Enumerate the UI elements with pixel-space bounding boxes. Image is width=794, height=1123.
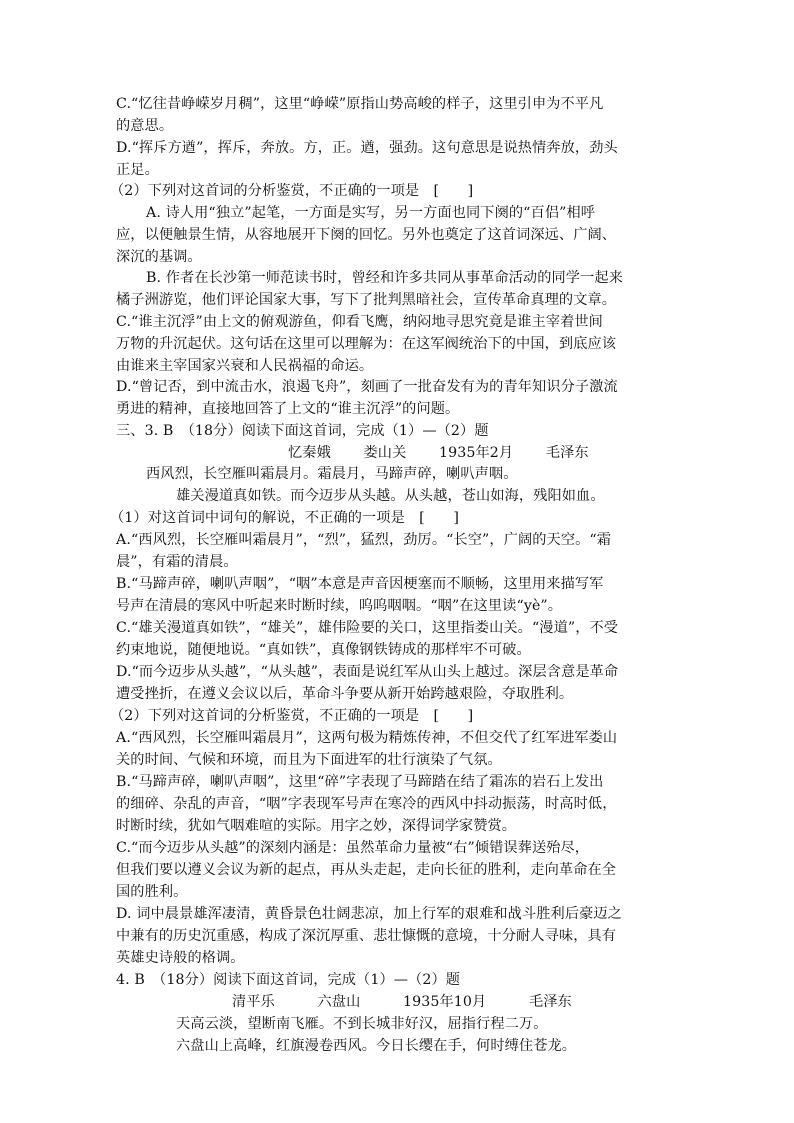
text-line: 时断时续，犹如气咽难喧的实际。用字之妙，深得词学家赞赏。 [116,818,517,834]
option-line: C.“而今迈步从头越”的深刻内涵是：虽然革命力量被“右”倾错误葬送殆尽， [116,840,590,856]
poem-name: 忆秦娥 [288,445,331,461]
option-line: D.“而今迈步从头越”，“从头越”，表面是说红军从山头上越过。深层含意是革命 [116,664,619,680]
text-line: 晨”，有霜的清晨。 [116,554,238,570]
poem-place: 六盘山 [317,994,361,1010]
poem-place: 娄山关 [363,445,407,461]
text-line: 的细碎、杂乱的声音，“咽”字表现军号声在寒冷的西风中抖动振荡，时高时低， [116,796,617,812]
text-line: 正足。 [116,162,159,178]
poem-title-row [288,443,617,463]
poem-author: 毛泽东 [528,994,572,1010]
text-line: 应，以便触景生情，从容地展开下阕的回忆。另外也奠定了这首词深远、广阔、 [116,227,617,243]
option-line: B.“马蹄声碎，喇叭声咽”，这里“碎”字表现了马蹄踏在结了霜冻的岩石上发出 [116,774,604,790]
text-line: 国的胜利。 [116,884,188,900]
text-line: 约束地说，随便地说。“真如铁”，真像钢铁铸成的那样牢不可破。 [116,642,531,658]
text-line: 中兼有的历史沉重感，构成了深沉厚重、悲壮慷慨的意境，十分耐人寻味，具有 [116,928,617,944]
option-line: A. 诗人用“独立”起笔，一方面是实写，另一方面也同下阕的“百侣”相呼 [146,205,596,221]
poem-line: 天高云淡，望断南飞雁。不到长城非好汉，屈指行程二万。 [176,1016,548,1032]
text-line: 号声在清晨的寒风中听起来时断时续，呜呜咽咽。“咽”在这里读“yè”。 [116,598,563,614]
option-line: A.“西风烈，长空雁叫霜晨月”，这两句极为精炼传神，不但交代了红军进军娄山 [116,730,618,746]
text-line: 关的时间、气候和环境，而且为下面进军的壮行演染了气氛。 [116,752,502,768]
section-heading: 4. B （18分）阅读下面这首词，完成（1）—（2）题 [116,972,461,988]
poem-date: 1935年10月 [403,994,487,1010]
poem-date: 1935年2月 [439,445,514,461]
option-line: C.“谁主沉浮”由上文的俯观游鱼，仰看飞鹰，纳闷地寻思究竟是谁主宰着世间 [116,314,603,330]
option-line: C.“雄关漫道真如铁”，“雄关”，雄伟险要的关口，这里指娄山关。“漫道”，不受 [116,620,619,636]
option-line: B.“马蹄声碎，喇叭声咽”，“咽”本意是声音因梗塞而不顺畅，这里用来描写军 [116,576,604,592]
question-line: （1）对这首词中词句的解说，不正确的一项是 [ ] [110,510,460,526]
text-line: D.“挥斥方遒”，挥斥，奔放。方，正。遒，强劲。这句意思是说热情奔放，劲头 [116,140,618,156]
option-line: D. 词中晨景雄浑凄清，黄昏景色壮阔悲凉，加上行军的艰难和战斗胜利后豪迈之 [116,906,622,922]
text-line: 勇进的精神，直接地回答了上文的“谁主沉浮”的问题。 [116,401,460,417]
question-line: （2）下列对这首词的分析鉴赏，不正确的一项是 [ ] [110,183,474,199]
text-line: 由谁来主宰国家兴衰和人民祸福的命运。 [116,358,374,374]
text-line: 但我们要以遵义会议为新的起点，再从头走起，走向长征的胜利，走向革命在全 [116,862,617,878]
option-line: B. 作者在长沙第一师范读书时，曾经和许多共同从事革命活动的同学一起来 [146,270,623,286]
poem-author: 毛泽东 [545,445,589,461]
poem-line: 雄关漫道真如铁。而今迈步从头越。从头越，苍山如海，残阳如血。 [176,488,605,504]
poem-title-row [232,992,610,1012]
text-line: C.“忆往昔峥嵘岁月稠”，这里“峥嵘”原指山势高峻的样子，这里引申为不平凡 [116,96,604,112]
text-line: 遭受挫折，在遵义会议以后，革命斗争要从新开始跨越艰险，夺取胜利。 [116,686,574,702]
question-line: （2）下列对这首词的分析鉴赏，不正确的一项是 [ ] [110,708,474,724]
poem-line: 西风烈，长空雁叫霜晨月。霜晨月，马蹄声碎，喇叭声咽。 [146,466,518,482]
option-line: D.“曾记否，到中流击水，浪遏飞舟”，刻画了一批奋发有为的青年知识分子激流 [116,379,618,395]
option-line: A.“西风烈，长空雁叫霜晨月”，“烈”，猛烈，劲厉。“长空”，广阔的天空。“霜 [116,532,612,548]
poem-name: 清平乐 [232,994,275,1010]
poem-line: 六盘山上高峰，红旗漫卷西风。今日长缨在手，何时缚住苍龙。 [176,1038,577,1054]
text-line: 万物的升沉起伏。这句话在这里可以理解为：在这军阀统治下的中国，到底应该 [116,336,617,352]
text-line: 深沉的基调。 [116,249,202,265]
text-line: 英雄史诗般的格调。 [116,950,245,966]
text-line: 的意思。 [116,118,174,134]
section-heading: 三、3. B （18分）阅读下面这首词，完成（1）—（2）题 [116,423,489,439]
text-line: 橘子洲游览，他们评论国家大事，写下了批判黑暗社会，宣传革命真理的文章。 [116,292,617,308]
